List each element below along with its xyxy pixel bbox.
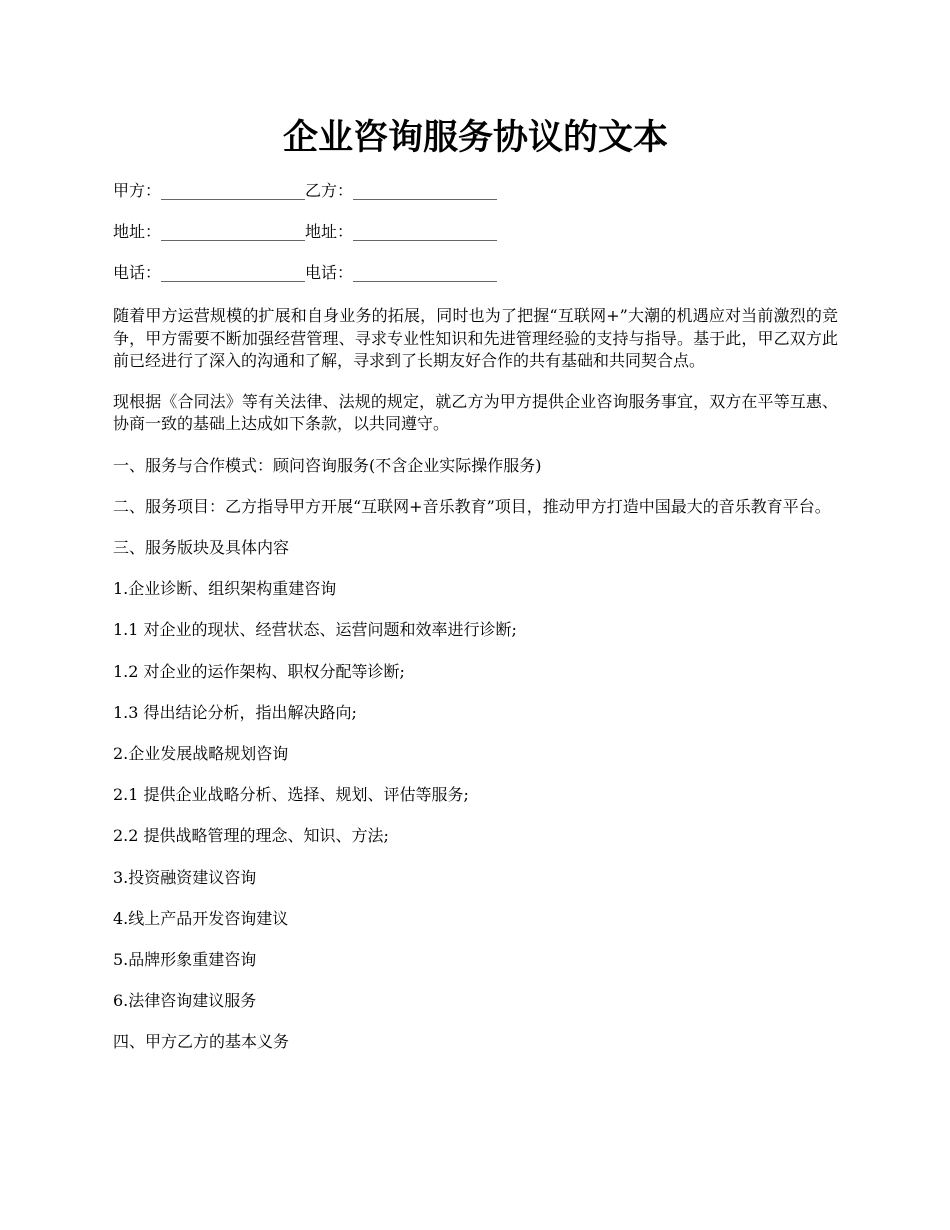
list-item: 6.法律咨询建议服务 <box>113 991 257 1011</box>
intro-paragraph: 随着甲方运营规模的扩展和自身业务的拓展，同时也为了把握“互联网+”大潮的机遇应对当前激烈的竞争，甲方需要不断加强经营管理、寻求专业性知识和先进管理经验的支持与指导。基于此，甲乙双方此前已经进行了深入的沟通和了解，寻求到了长期友好合作的共有基础和共同契合点。 <box>113 306 838 370</box>
section-heading-service-project: 二、服务项目：乙方指导甲方开展“互联网+音乐教育”项目，推动甲方打造中国最大的音乐教育平台。 <box>113 496 831 516</box>
list-item: 1.企业诊断、组织架构重建咨询 <box>113 579 337 599</box>
list-item: 5.品牌形象重建咨询 <box>113 949 257 969</box>
list-item: 2.2 提供战略管理的理念、知识、方法; <box>113 826 389 846</box>
list-item: 2.企业发展战略规划咨询 <box>113 743 289 763</box>
legal-basis-paragraph: 现根据《合同法》等有关法律、法规的规定，就乙方为甲方提供企业咨询服务事宜，双方在平等互惠、协商一致的基础上达成如下条款，以共同遵守。 <box>113 391 838 433</box>
list-item: 1.1 对企业的现状、经营状态、运营问题和效率进行诊断; <box>113 620 517 640</box>
list-item: 1.2 对企业的运作架构、职权分配等诊断; <box>113 661 405 681</box>
list-item: 2.1 提供企业战略分析、选择、规划、评估等服务; <box>113 785 469 805</box>
document-title: 企业咨询服务协议的文本 <box>282 117 668 158</box>
section-heading-obligations: 四、甲方乙方的基本义务 <box>113 1032 290 1052</box>
party-names-line: 甲方：__________________乙方：__________________ <box>113 181 498 200</box>
section-heading-cooperation-mode: 一、服务与合作模式：顾问咨询服务(不含企业实际操作服务) <box>113 455 542 475</box>
section-heading-service-content: 三、服务版块及具体内容 <box>113 538 290 557</box>
list-item: 1.3 得出结论分析，指出解决路向; <box>113 702 357 722</box>
party-phone-line: 电话：__________________电话：__________________ <box>113 263 498 282</box>
list-item: 4.线上产品开发咨询建议 <box>113 908 289 928</box>
list-item: 3.投资融资建议咨询 <box>113 867 257 887</box>
party-address-line: 地址：__________________地址：__________________ <box>113 222 498 241</box>
